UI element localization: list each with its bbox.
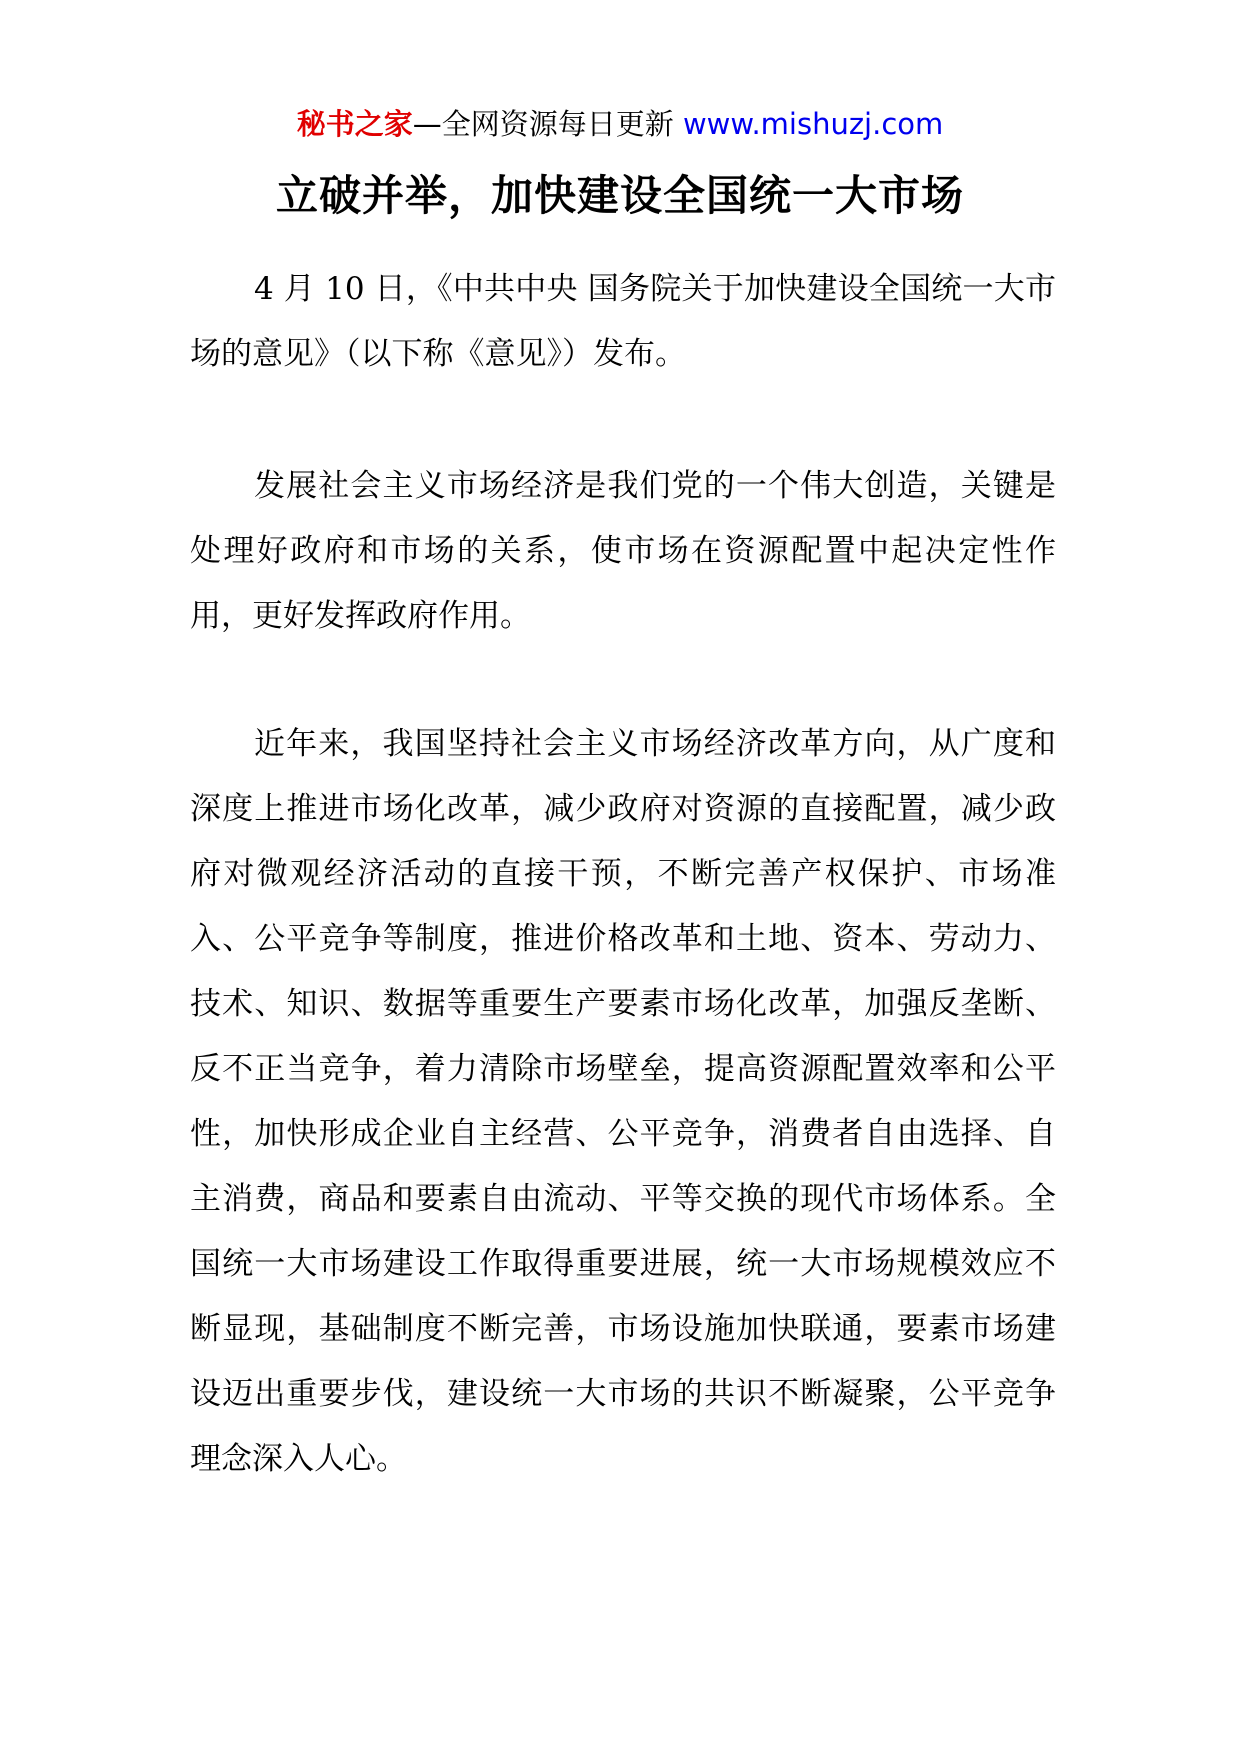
paragraph-1: 4 月 10 日，《中共中央 国务院关于加快建设全国统一大市场的意见》（以下称《意见》）发布。 — [190, 271, 1056, 372]
header-tagline: —全网资源每日更新 — [412, 107, 683, 141]
site-url-link[interactable]: www.mishuzj.com — [682, 107, 944, 141]
paragraph-2: 发展社会主义市场经济是我们党的一个伟大创造，关键是处理好政府和市场的关系，使市场在资源配置中起决定性作用，更好发挥政府作用。 — [190, 468, 1056, 634]
paragraph-3: 近年来，我国坚持社会主义市场经济改革方向，从广度和深度上推进市场化改革，减少政府对资源的直接配置，减少政府对微观经济活动的直接干预，不断完善产权保护、市场准入、公平竞争等制度，推进价格改革和土地、资本、劳动力、技术、知识、数据等重要生产要素市场化改革，加强反垄断、反不正当竞争，着力清除市场壁垒，提高资源配置效率和公平性，加快形成企业自主经营、公平竞争，消费者自由选择、自主消费，商品和要素自由流动、平等交换的现代市场体系。全国统一大市场建设工作取得重要进展，统一大市场规模效应不断显现，基础制度不断完善，市场设施加快联通，要素市场建设迈出重要步伐，建设统一大市场的共识不断凝聚，公平竞争理念深入人心。 — [190, 726, 1056, 1477]
site-header — [0, 100, 1240, 148]
document-title: 立破并举，加快建设全国统一大市场 — [275, 171, 964, 220]
brand-name: 秘书之家 — [296, 107, 413, 141]
